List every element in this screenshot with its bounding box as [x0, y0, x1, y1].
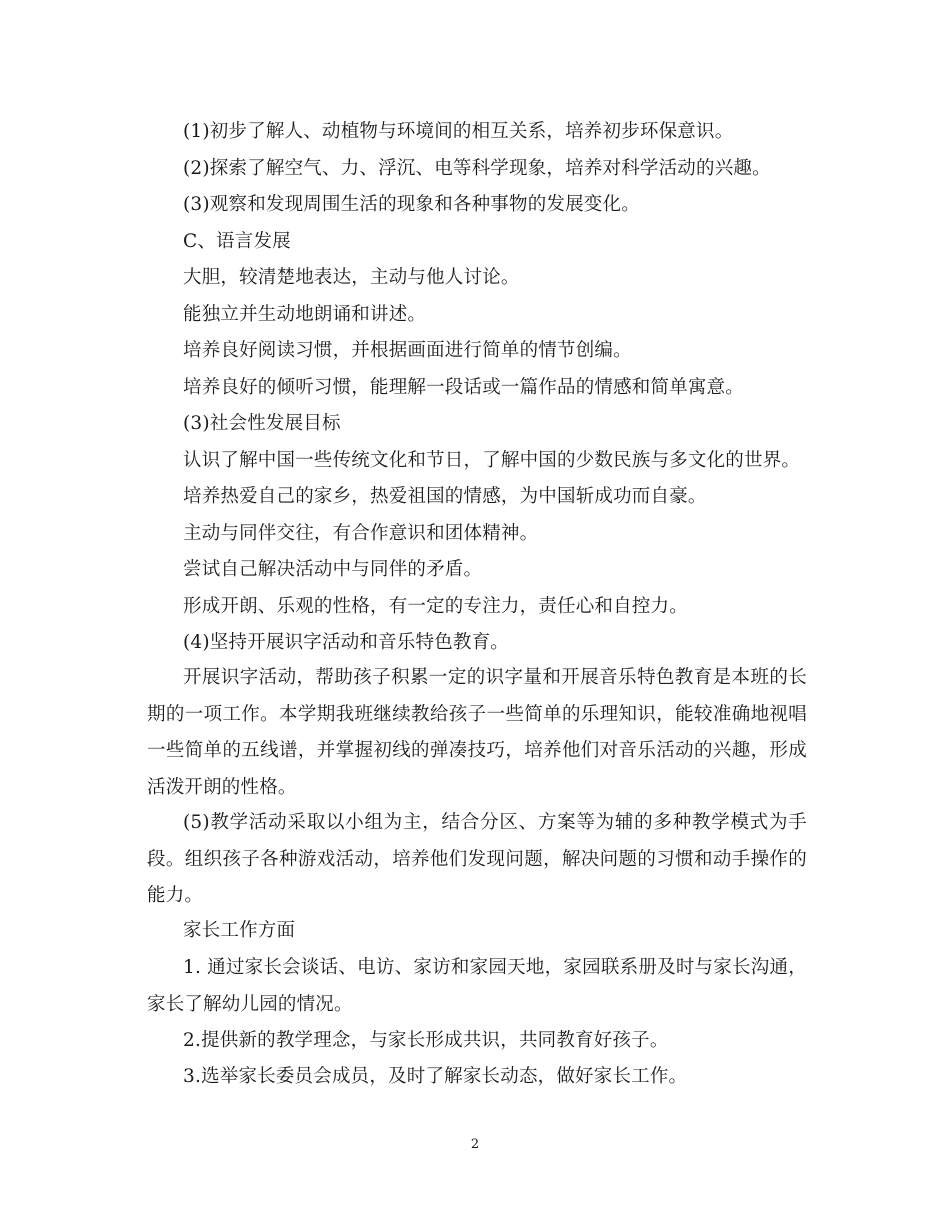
section-heading: (4)坚持开展识字活动和音乐特色教育。 [183, 632, 510, 653]
text-line: (3)观察和发现周围生活的现象和各种事物的发展变化。 [183, 194, 640, 215]
text-line: 形成开朗、乐观的性格，有一定的专注力，责任心和自控力。 [183, 596, 688, 617]
text-line: 能独立并生动地朗诵和讲述。 [183, 304, 427, 325]
text-line: 大胆，较清楚地表达，主动与他人讨论。 [183, 267, 520, 288]
text-line: 尝试自己解决活动中与同伴的矛盾。 [183, 559, 483, 580]
section-heading: C、语言发展 [183, 231, 291, 252]
section-heading: (3)社会性发展目标 [183, 413, 341, 434]
text-line: 培养良好阅读习惯，并根据画面进行简单的情节创编。 [183, 340, 632, 361]
body-paragraph: (5)教学活动采取以小组为主，结合分区、方案等为辅的多种教学模式为手段。组织孩子各种游戏活动，培养他们发现问题，解决问题的习惯和动手操作的能力。 [147, 812, 807, 906]
section-heading: 家长工作方面 [183, 920, 296, 941]
text-line: 认识了解中国一些传统文化和节日，了解中国的少数民族与多文化的世界。 [183, 450, 801, 471]
page-number: 2 [470, 1137, 480, 1152]
text-line: 培养良好的倾听习惯，能理解一段话或一篇作品的情感和简单寓意。 [183, 377, 745, 398]
body-paragraph: 开展识字活动，帮助孩子积累一定的识字量和开展音乐特色教育是本班的长期的一项工作。本学期我班继续教给孩子一些简单的乐理知识，能较准确地视唱一些简单的五线谱，并掌握初线的弹凑技巧，培养他们对音乐活动的兴趣，形成活泼开朗的性格。 [147, 667, 807, 798]
text-line: 培养热爱自己的家乡，热爱祖国的情感，为中国斩成功而自豪。 [183, 486, 707, 507]
body-paragraph: 1. 通过家长会谈话、电访、家访和家园天地，家园联系册及时与家长沟通，家长了解幼儿园的情况。 [147, 957, 807, 1015]
text-line: 主动与同伴交往，有合作意识和团体精神。 [183, 523, 539, 544]
text-line: (2)探索了解空气、力、浮沉、电等科学现象，培养对科学活动的兴趣。 [183, 158, 771, 179]
body-paragraph: 3.选举家长委员会成员，及时了解家长动态，做好家长工作。 [183, 1066, 688, 1087]
body-paragraph: 2.提供新的教学理念，与家长形成共识，共同教育好孩子。 [183, 1030, 669, 1051]
text-line: (1)初步了解人、动植物与环境间的相互关系，培养初步环保意识。 [183, 121, 734, 142]
